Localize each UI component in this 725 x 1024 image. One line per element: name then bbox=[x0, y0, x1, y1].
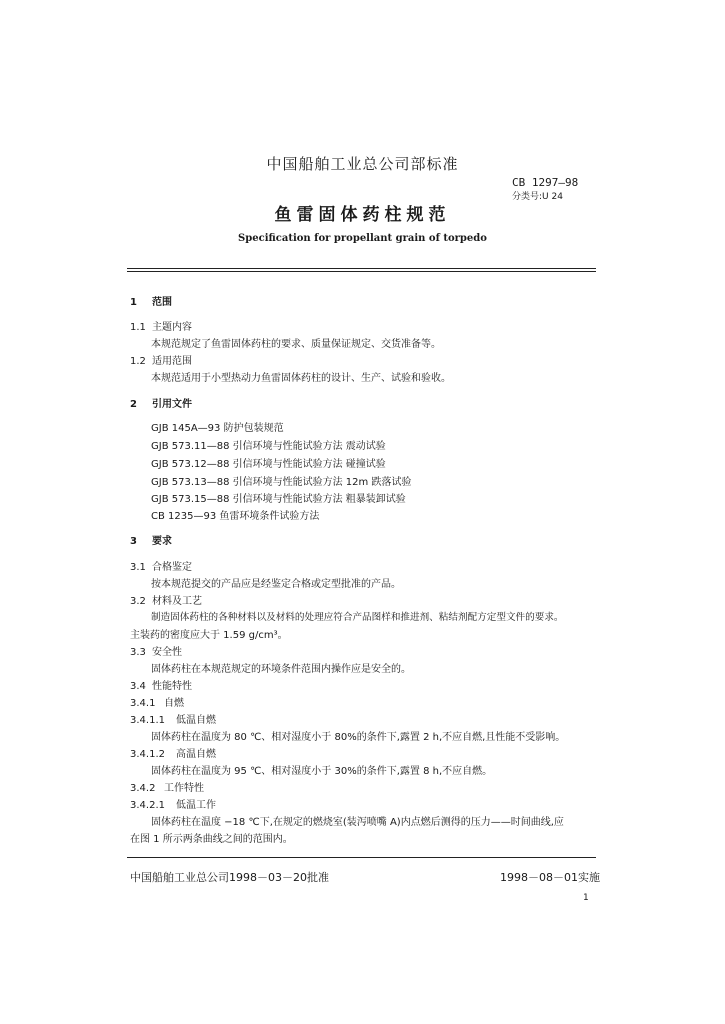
subsection-heading: 3.4.1.2 高温自燃 bbox=[130, 749, 216, 760]
classification-number: 分类号:U 24 bbox=[512, 192, 563, 202]
paragraph: 在图 1 所示两条曲线之间的范围内。 bbox=[130, 834, 293, 845]
section-heading: 3 要求 bbox=[130, 536, 172, 547]
reference-item: GJB 145A—93 防护包装规范 bbox=[151, 423, 284, 434]
subsection-heading: 3.4.1 自燃 bbox=[130, 698, 184, 709]
section-heading: 2 引用文件 bbox=[130, 399, 192, 410]
reference-item: CB 1235—93 鱼雷环境条件试验方法 bbox=[151, 511, 320, 522]
header-rule-top bbox=[127, 268, 596, 269]
paragraph: 固体药柱在本规范规定的环境条件范围内操作应是安全的。 bbox=[151, 664, 411, 675]
subsection-heading: 3.3 安全性 bbox=[130, 647, 182, 658]
approval-line: 中国船舶工业总公司1998－03－20批准 bbox=[130, 871, 329, 884]
reference-item: GJB 573.15—88 引信环境与性能试验方法 粗暴装卸试验 bbox=[151, 494, 406, 505]
section-heading: 1 范围 bbox=[130, 297, 172, 308]
page-number: 1 bbox=[583, 893, 589, 903]
footer-rule bbox=[127, 857, 596, 858]
subsection-heading: 3.4.1.1 低温自燃 bbox=[130, 715, 216, 726]
subsection-heading: 3.2 材料及工艺 bbox=[130, 596, 202, 607]
paragraph: 主装药的密度应大于 1.59 g/cm³。 bbox=[130, 630, 288, 641]
subsection-heading: 1.2 适用范围 bbox=[130, 356, 192, 367]
reference-item: GJB 573.12—88 引信环境与性能试验方法 碰撞试验 bbox=[151, 459, 386, 470]
paragraph: 制造固体药柱的各种材料以及材料的处理应符合产品图样和推进剂、粘结剂配方定型文件的要求。 bbox=[151, 612, 564, 623]
reference-item: GJB 573.11—88 引信环境与性能试验方法 震动试验 bbox=[151, 441, 386, 452]
subsection-heading: 1.1 主题内容 bbox=[130, 322, 192, 333]
implementation-line: 1998－08－01实施 bbox=[500, 871, 600, 884]
paragraph: 本规范规定了鱼雷固体药柱的要求、质量保证规定、交货准备等。 bbox=[151, 339, 441, 350]
subsection-heading: 3.1 合格鉴定 bbox=[130, 562, 192, 573]
issuing-organization: 中国船舶工业总公司部标准 bbox=[266, 155, 459, 173]
reference-item: GJB 573.13—88 引信环境与性能试验方法 12m 跌落试验 bbox=[151, 477, 412, 488]
header-rule-bottom bbox=[127, 271, 596, 272]
paragraph: 本规范适用于小型热动力鱼雷固体药柱的设计、生产、试验和验收。 bbox=[151, 373, 451, 384]
subsection-heading: 3.4 性能特性 bbox=[130, 681, 192, 692]
standard-number: CB 1297—98 bbox=[512, 176, 579, 189]
paragraph: 按本规范提交的产品应是经鉴定合格或定型批准的产品。 bbox=[151, 579, 401, 590]
paragraph: 固体药柱在温度为 80 ℃、相对湿度小于 80%的条件下,露置 2 h,不应自燃,且性能不受影响。 bbox=[151, 732, 566, 743]
paragraph: 固体药柱在温度 −18 ℃下,在规定的燃烧室(装泻喷嘴 A)内点燃后测得的压力——时间曲线,应 bbox=[151, 817, 564, 828]
paragraph: 固体药柱在温度为 95 ℃、相对湿度小于 30%的条件下,露置 8 h,不应自燃。 bbox=[151, 766, 493, 777]
subsection-heading: 3.4.2.1 低温工作 bbox=[130, 800, 216, 811]
document-title-english: Specification for propellant grain of torpedo bbox=[238, 233, 487, 244]
subsection-heading: 3.4.2 工作特性 bbox=[130, 783, 204, 794]
document-title: 鱼雷固体药柱规范 bbox=[274, 205, 451, 225]
